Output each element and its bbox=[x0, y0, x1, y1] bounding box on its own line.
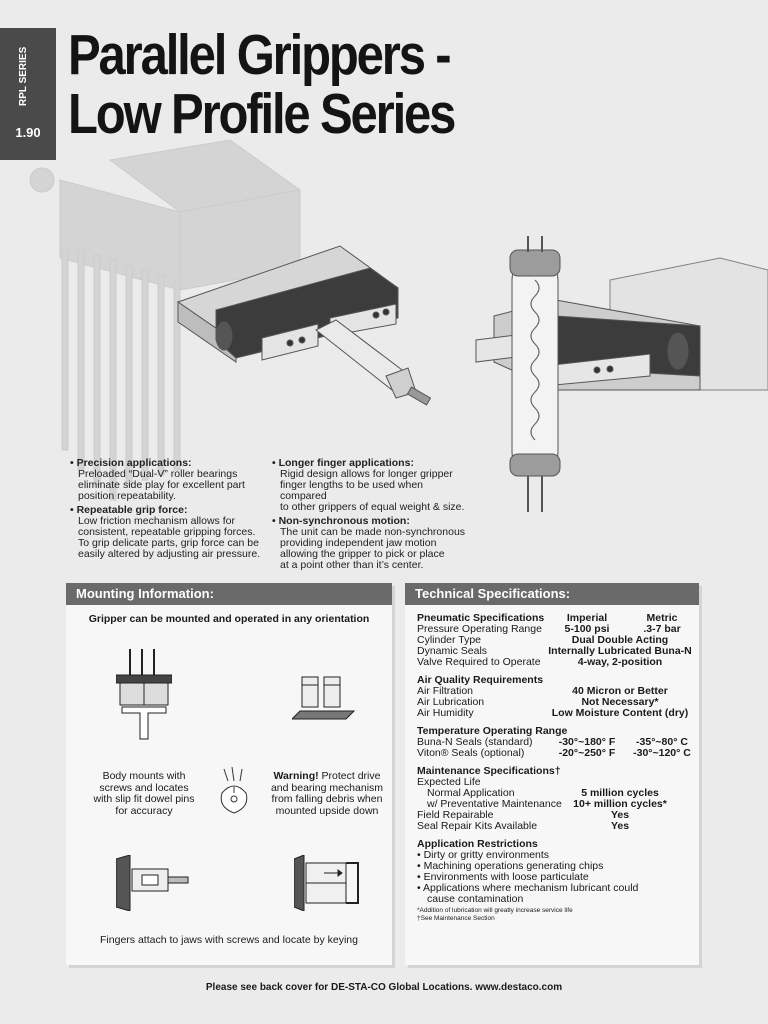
air-quality-section bbox=[417, 675, 695, 719]
spec-label: Field Repairable bbox=[417, 809, 494, 821]
mounting-header: Mounting Information: bbox=[66, 583, 392, 605]
mounted-gripper-diagram-icon bbox=[292, 675, 356, 723]
caption-line: from falling debris when bbox=[271, 793, 383, 805]
feature-line: easily altered by adjusting air pressure. bbox=[78, 548, 261, 560]
feature-line: Rigid design allows for longer gripper bbox=[280, 468, 453, 480]
spec-value: Low Moisture Content (dry) bbox=[551, 707, 689, 719]
feature-non-synchronous bbox=[272, 516, 472, 571]
pneumatic-section bbox=[417, 613, 695, 668]
feature-line: at a point other than it’s center. bbox=[280, 559, 424, 571]
spec-row bbox=[417, 821, 695, 832]
feature-line: Preloaded “Dual-V” roller bearings bbox=[78, 468, 238, 480]
spec-label: Cylinder Type bbox=[417, 634, 482, 646]
section-heading: Maintenance Specifications† bbox=[417, 765, 561, 777]
restriction-item: • Dirty or gritty environments bbox=[417, 849, 550, 861]
feature-line: to other grippers of equal weight & size. bbox=[280, 501, 465, 513]
feature-line: providing independent jaw motion bbox=[280, 537, 437, 549]
section-heading: Air Quality Requirements bbox=[417, 674, 544, 686]
feature-repeatable bbox=[70, 505, 270, 560]
specifications-header: Technical Specifications: bbox=[405, 583, 699, 605]
spec-value: 5 million cycles bbox=[581, 787, 659, 799]
spec-value: 10+ million cycles* bbox=[573, 798, 667, 810]
section-heading: Pneumatic Specifications bbox=[417, 612, 545, 624]
spec-label: Expected Life bbox=[417, 776, 481, 788]
spec-label: Buna-N Seals (standard) bbox=[417, 736, 533, 748]
restriction-item: • Machining operations generating chips bbox=[417, 860, 604, 872]
restrictions-section bbox=[417, 839, 695, 922]
spec-value: Internally Lubricated Buna-N bbox=[548, 645, 692, 657]
spec-row bbox=[417, 657, 695, 668]
body-mount-caption bbox=[84, 771, 204, 817]
feature-line: finger lengths to be used when compared bbox=[280, 479, 424, 502]
spec-value: -30°~120° C bbox=[633, 747, 691, 759]
falling-debris-icon bbox=[216, 767, 252, 815]
spec-value: Yes bbox=[610, 820, 630, 832]
spec-label: w/ Preventative Maintenance bbox=[427, 798, 562, 810]
caption-line: mounted upside down bbox=[275, 804, 379, 817]
maintenance-section bbox=[417, 766, 695, 832]
title-line-1: Parallel Grippers - bbox=[68, 23, 450, 87]
spec-label: Normal Application bbox=[427, 787, 515, 799]
feature-heading: • Precision applications: bbox=[70, 457, 192, 469]
mounting-subtitle: Gripper can be mounted and operated in any orientation bbox=[88, 613, 370, 625]
feature-line: position repeatability. bbox=[78, 490, 176, 502]
spec-value: Not Necessary* bbox=[581, 696, 659, 708]
temperature-section bbox=[417, 726, 695, 759]
fingers-caption: Fingers attach to jaws with screws and locate by keying bbox=[100, 934, 358, 946]
specifications-body bbox=[417, 613, 695, 929]
spec-label: Air Lubrication bbox=[417, 696, 485, 708]
series-label: RPL SERIES bbox=[18, 46, 29, 106]
mounting-panel bbox=[66, 583, 392, 965]
caption-line: with slip fit dowel pins bbox=[93, 793, 195, 805]
section-heading: Temperature Operating Range bbox=[417, 725, 568, 737]
column-heading: Metric bbox=[646, 612, 678, 624]
finger-key-diagram-icon bbox=[294, 855, 364, 911]
feature-heading: • Longer finger applications: bbox=[272, 457, 414, 469]
spec-label: Valve Required to Operate bbox=[417, 656, 541, 668]
footnote: †See Maintenance Section bbox=[417, 914, 495, 922]
spec-value: .3-7 bar bbox=[643, 623, 681, 635]
spec-value: 4-way, 2-position bbox=[577, 656, 663, 668]
footer-note: Please see back cover for DE-STA-CO Global Locations. www.destaco.com bbox=[205, 982, 563, 993]
feature-line: The unit can be made non-synchronous bbox=[280, 526, 466, 538]
spec-row bbox=[417, 708, 695, 719]
title-line-2: Low Profile Series bbox=[68, 82, 455, 146]
page-number: 1.90 bbox=[15, 125, 41, 140]
features-column-2 bbox=[272, 458, 472, 574]
column-heading: Imperial bbox=[566, 612, 608, 624]
finger-attach-diagram-icon bbox=[116, 855, 192, 911]
feature-line: eliminate side play for excellent part bbox=[78, 479, 245, 491]
warning-label: Warning! bbox=[273, 770, 319, 782]
feature-longer-finger bbox=[272, 458, 472, 513]
specifications-panel bbox=[405, 583, 699, 965]
restriction-item: • Environments with loose particulate bbox=[417, 871, 589, 883]
feature-line: allowing the gripper to pick or place bbox=[280, 548, 445, 560]
caption-line: Body mounts with bbox=[102, 770, 186, 782]
feature-heading: • Repeatable grip force: bbox=[70, 504, 188, 516]
restriction-item: cause contamination bbox=[427, 893, 524, 905]
page-title bbox=[68, 23, 661, 146]
spec-label: Dynamic Seals bbox=[417, 645, 488, 657]
feature-precision bbox=[70, 458, 270, 502]
feature-line: consistent, repeatable gripping forces. bbox=[78, 526, 256, 538]
spec-value: Dual Double Acting bbox=[571, 634, 669, 646]
feature-line: Low friction mechanism allows for bbox=[78, 515, 235, 527]
caption-line: and bearing mechanism bbox=[270, 781, 384, 794]
caption-line: Protect drive bbox=[321, 770, 381, 782]
features-column-1 bbox=[70, 458, 270, 563]
caption-line: screws and locates bbox=[99, 781, 189, 794]
spec-label: Air Humidity bbox=[417, 707, 474, 719]
spec-value: 40 Micron or Better bbox=[572, 685, 668, 697]
spec-value: 5-100 psi bbox=[564, 623, 610, 635]
feature-heading: • Non-synchronous motion: bbox=[272, 515, 410, 527]
spec-label: Seal Repair Kits Available bbox=[417, 820, 538, 832]
spec-value: Yes bbox=[610, 809, 630, 821]
restriction-item: • Applications where mechanism lubricant could bbox=[417, 882, 639, 894]
caption-line: for accuracy bbox=[115, 804, 173, 817]
section-heading: Application Restrictions bbox=[417, 838, 538, 850]
spec-value: -35°~80° C bbox=[636, 736, 688, 748]
spec-value: -30°~180° F bbox=[558, 736, 616, 748]
spec-label: Pressure Operating Range bbox=[417, 623, 542, 635]
spec-label: Air Filtration bbox=[417, 685, 474, 697]
feature-line: To grip delicate parts, grip force can be bbox=[78, 537, 259, 549]
footnote: *Addition of lubrication will greatly increase service life bbox=[417, 907, 573, 914]
spec-row bbox=[417, 748, 695, 759]
spec-label: Viton® Seals (optional) bbox=[417, 747, 525, 759]
warning-caption bbox=[262, 771, 392, 817]
body-mount-diagram-icon bbox=[116, 649, 172, 741]
spec-value: -20°~250° F bbox=[558, 747, 616, 759]
